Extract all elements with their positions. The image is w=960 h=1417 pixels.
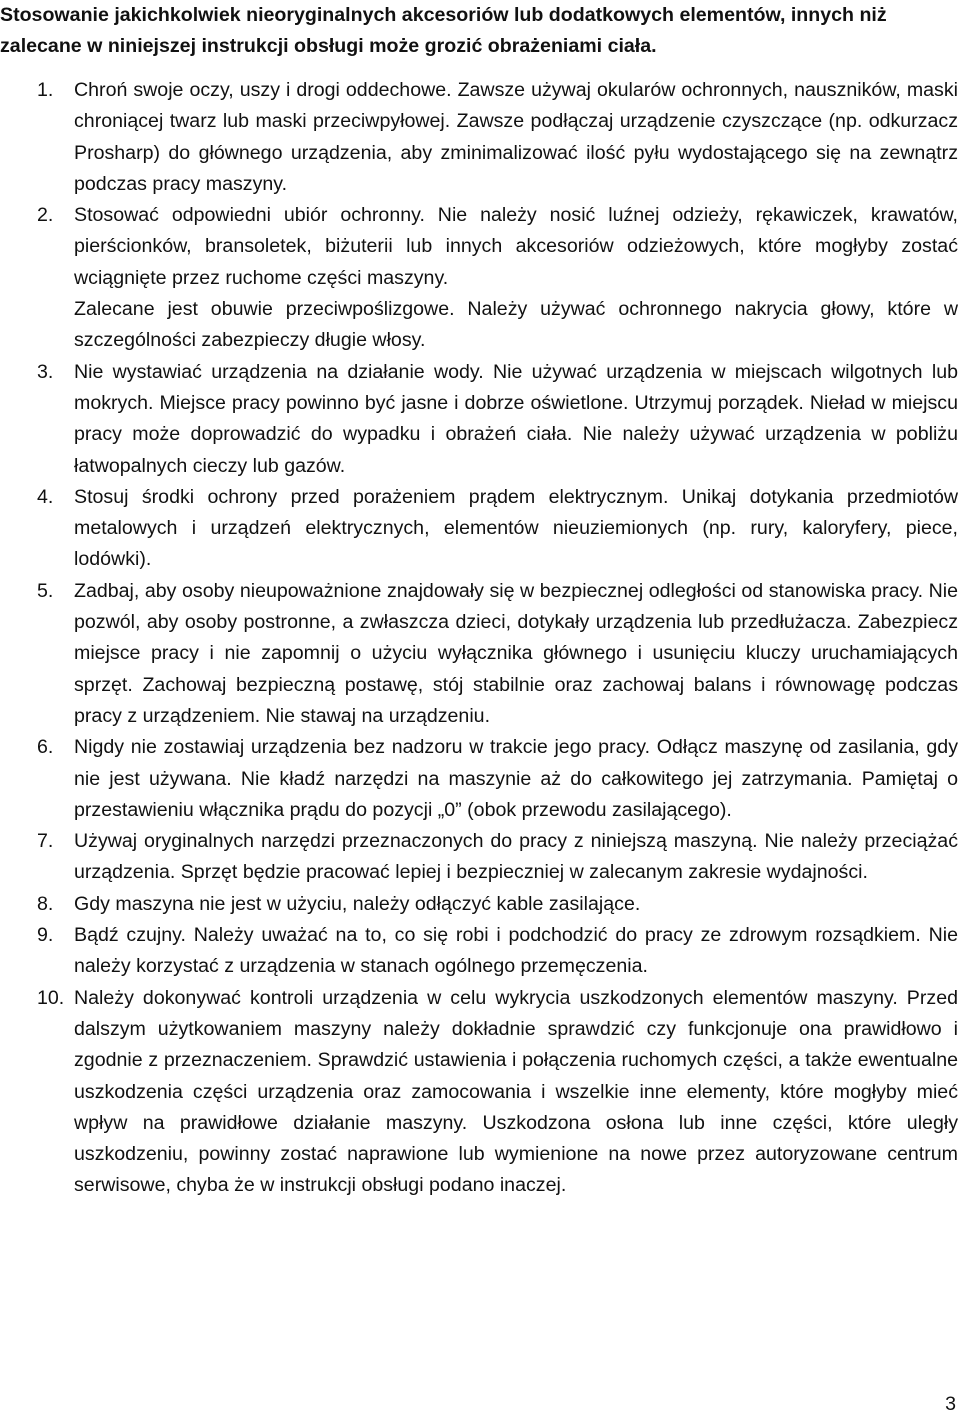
page-number: 3 (945, 1393, 956, 1415)
item-number: 2. (37, 204, 54, 227)
item-text: Gdy maszyna nie jest w użyciu, należy odłączyć kable zasilające. (74, 892, 641, 915)
safety-list (0, 75, 958, 1202)
item-number: 6. (37, 736, 54, 759)
item-number: 1. (37, 79, 54, 101)
list-item (0, 357, 958, 482)
item-number: 7. (37, 830, 54, 853)
list-item (0, 75, 958, 200)
item-number: 10. (37, 986, 65, 1009)
list-item (0, 983, 958, 1202)
item-text: Chroń swoje oczy, uszy i drogi oddechowe. Zawsze używaj okularów ochronnych, nauszników, maski chroniącej twarz lub maski przeciwpyłowej. Zawsze podłączaj urządzenie czyszczące (np. odkurzacz Prosharp) do głównego urządzenia, aby zminimalizować ilość pyłu wydostającego się na zewnątrz podczas pracy maszyny. (74, 79, 958, 195)
item-number: 9. (37, 924, 54, 947)
list-item (0, 200, 958, 356)
item-text: Nigdy nie zostawiaj urządzenia bez nadzoru w trakcie jego pracy. Odłącz maszynę od zasilania, gdy nie jest używana. Nie kładź narzędzi na maszynie aż do całkowitego jej zatrzymania. Pamiętaj o przestawieniu włącznika prądu do pozycji „0” (obok przewodu zasilającego). (74, 736, 958, 821)
warning-heading: Stosowanie jakichkolwiek nieoryginalnych akcesoriów lub dodatkowych elementów, innych niż zalecane w niniejszej instrukcji obsługi może grozić obrażeniami ciała. (0, 4, 887, 57)
item-text: Stosować odpowiedni ubiór ochronny. Nie należy nosić luźnej odzieży, rękawiczek, krawatów, pierścionków, bransoletek, biżuterii lub innych akcesoriów odzieżowych, które mogłyby zostać wciągnięte przez ruchome części maszyny. (74, 204, 958, 289)
item-text: Zadbaj, aby osoby nieupoważnione znajdowały się w bezpiecznej odległości od stanowiska pracy. Nie pozwól, aby osoby postronne, a zwłaszcza dzieci, dotykały urządzenia lub przedłużacza. Zabezpiecz miejsce pracy i nie zapomnij o użyciu wyłącznika głównego i usunięciu kluczy uruchamiających sprzęt. Zachowaj bezpieczną postawę, stój stabilnie oraz zachowaj balans i równowagę podczas pracy z urządzeniem. Nie stawaj na urządzeniu. (74, 579, 958, 727)
item-text: Nie wystawiać urządzenia na działanie wody. Nie używać urządzenia w miejscach wilgotnych lub mokrych. Miejsce pracy powinno być jasne i dobrze oświetlone. Utrzymuj porządek. Nieład w miejscu pracy może doprowadzić do wypadku i obrażeń ciała. Nie należy używać urządzenia w pobliżu łatwopalnych cieczy lub gazów. (74, 360, 958, 477)
list-item (0, 826, 958, 889)
item-text: Bądź czujny. Należy uważać na to, co się robi i podchodzić do pracy ze zdrowym rozsądkiem. Nie należy korzystać z urządzenia w stanach ogólnego przemęczenia. (74, 924, 958, 978)
item-number: 8. (37, 892, 54, 915)
list-item (0, 920, 958, 983)
list-item (0, 889, 958, 920)
item-text: Używaj oryginalnych narzędzi przeznaczonych do pracy z niniejszą maszyną. Nie należy przeciążać urządzenia. Sprzęt będzie pracować lepiej i bezpieczniej w zalecanym zakresie wydajności. (74, 830, 958, 884)
item-text: Stosuj środki ochrony przed porażeniem prądem elektrycznym. Unikaj dotykania przedmiotów metalowych i urządzeń elektrycznych, elementów nieuziemionych (np. rury, kaloryfery, piece, lodówki). (74, 485, 958, 571)
item-number: 3. (37, 360, 54, 383)
list-item (0, 482, 958, 576)
list-item (0, 732, 958, 826)
item-number: 4. (37, 485, 54, 508)
list-item (0, 576, 958, 732)
item-number: 5. (37, 579, 54, 602)
item-text: Należy dokonywać kontroli urządzenia w celu wykrycia uszkodzonych elementów maszyny. Przed dalszym użytkowaniem maszyny należy dokładnie sprawdzić czy funkcjonuje ona prawidłowo i zgodnie z przeznaczeniem. Sprawdzić ustawienia i połączenia ruchomych części, a także ewentualne uszkodzenia części urządzenia oraz zamocowania i wszelkie inne elementy, które mogłyby mieć wpływ na prawidłowe działanie maszyny. Uszkodzona osłona lub inne części, które uległy uszkodzeniu, powinny zostać naprawione lub wymienione na nowe przez autoryzowane centrum serwisowe, chyba że w instrukcji obsługi podano inaczej. (74, 986, 958, 1197)
item-text: Zalecane jest obuwie przeciwpoślizgowe. Należy używać ochronnego nakrycia głowy, które w szczególności zabezpieczy długie włosy. (74, 298, 958, 352)
